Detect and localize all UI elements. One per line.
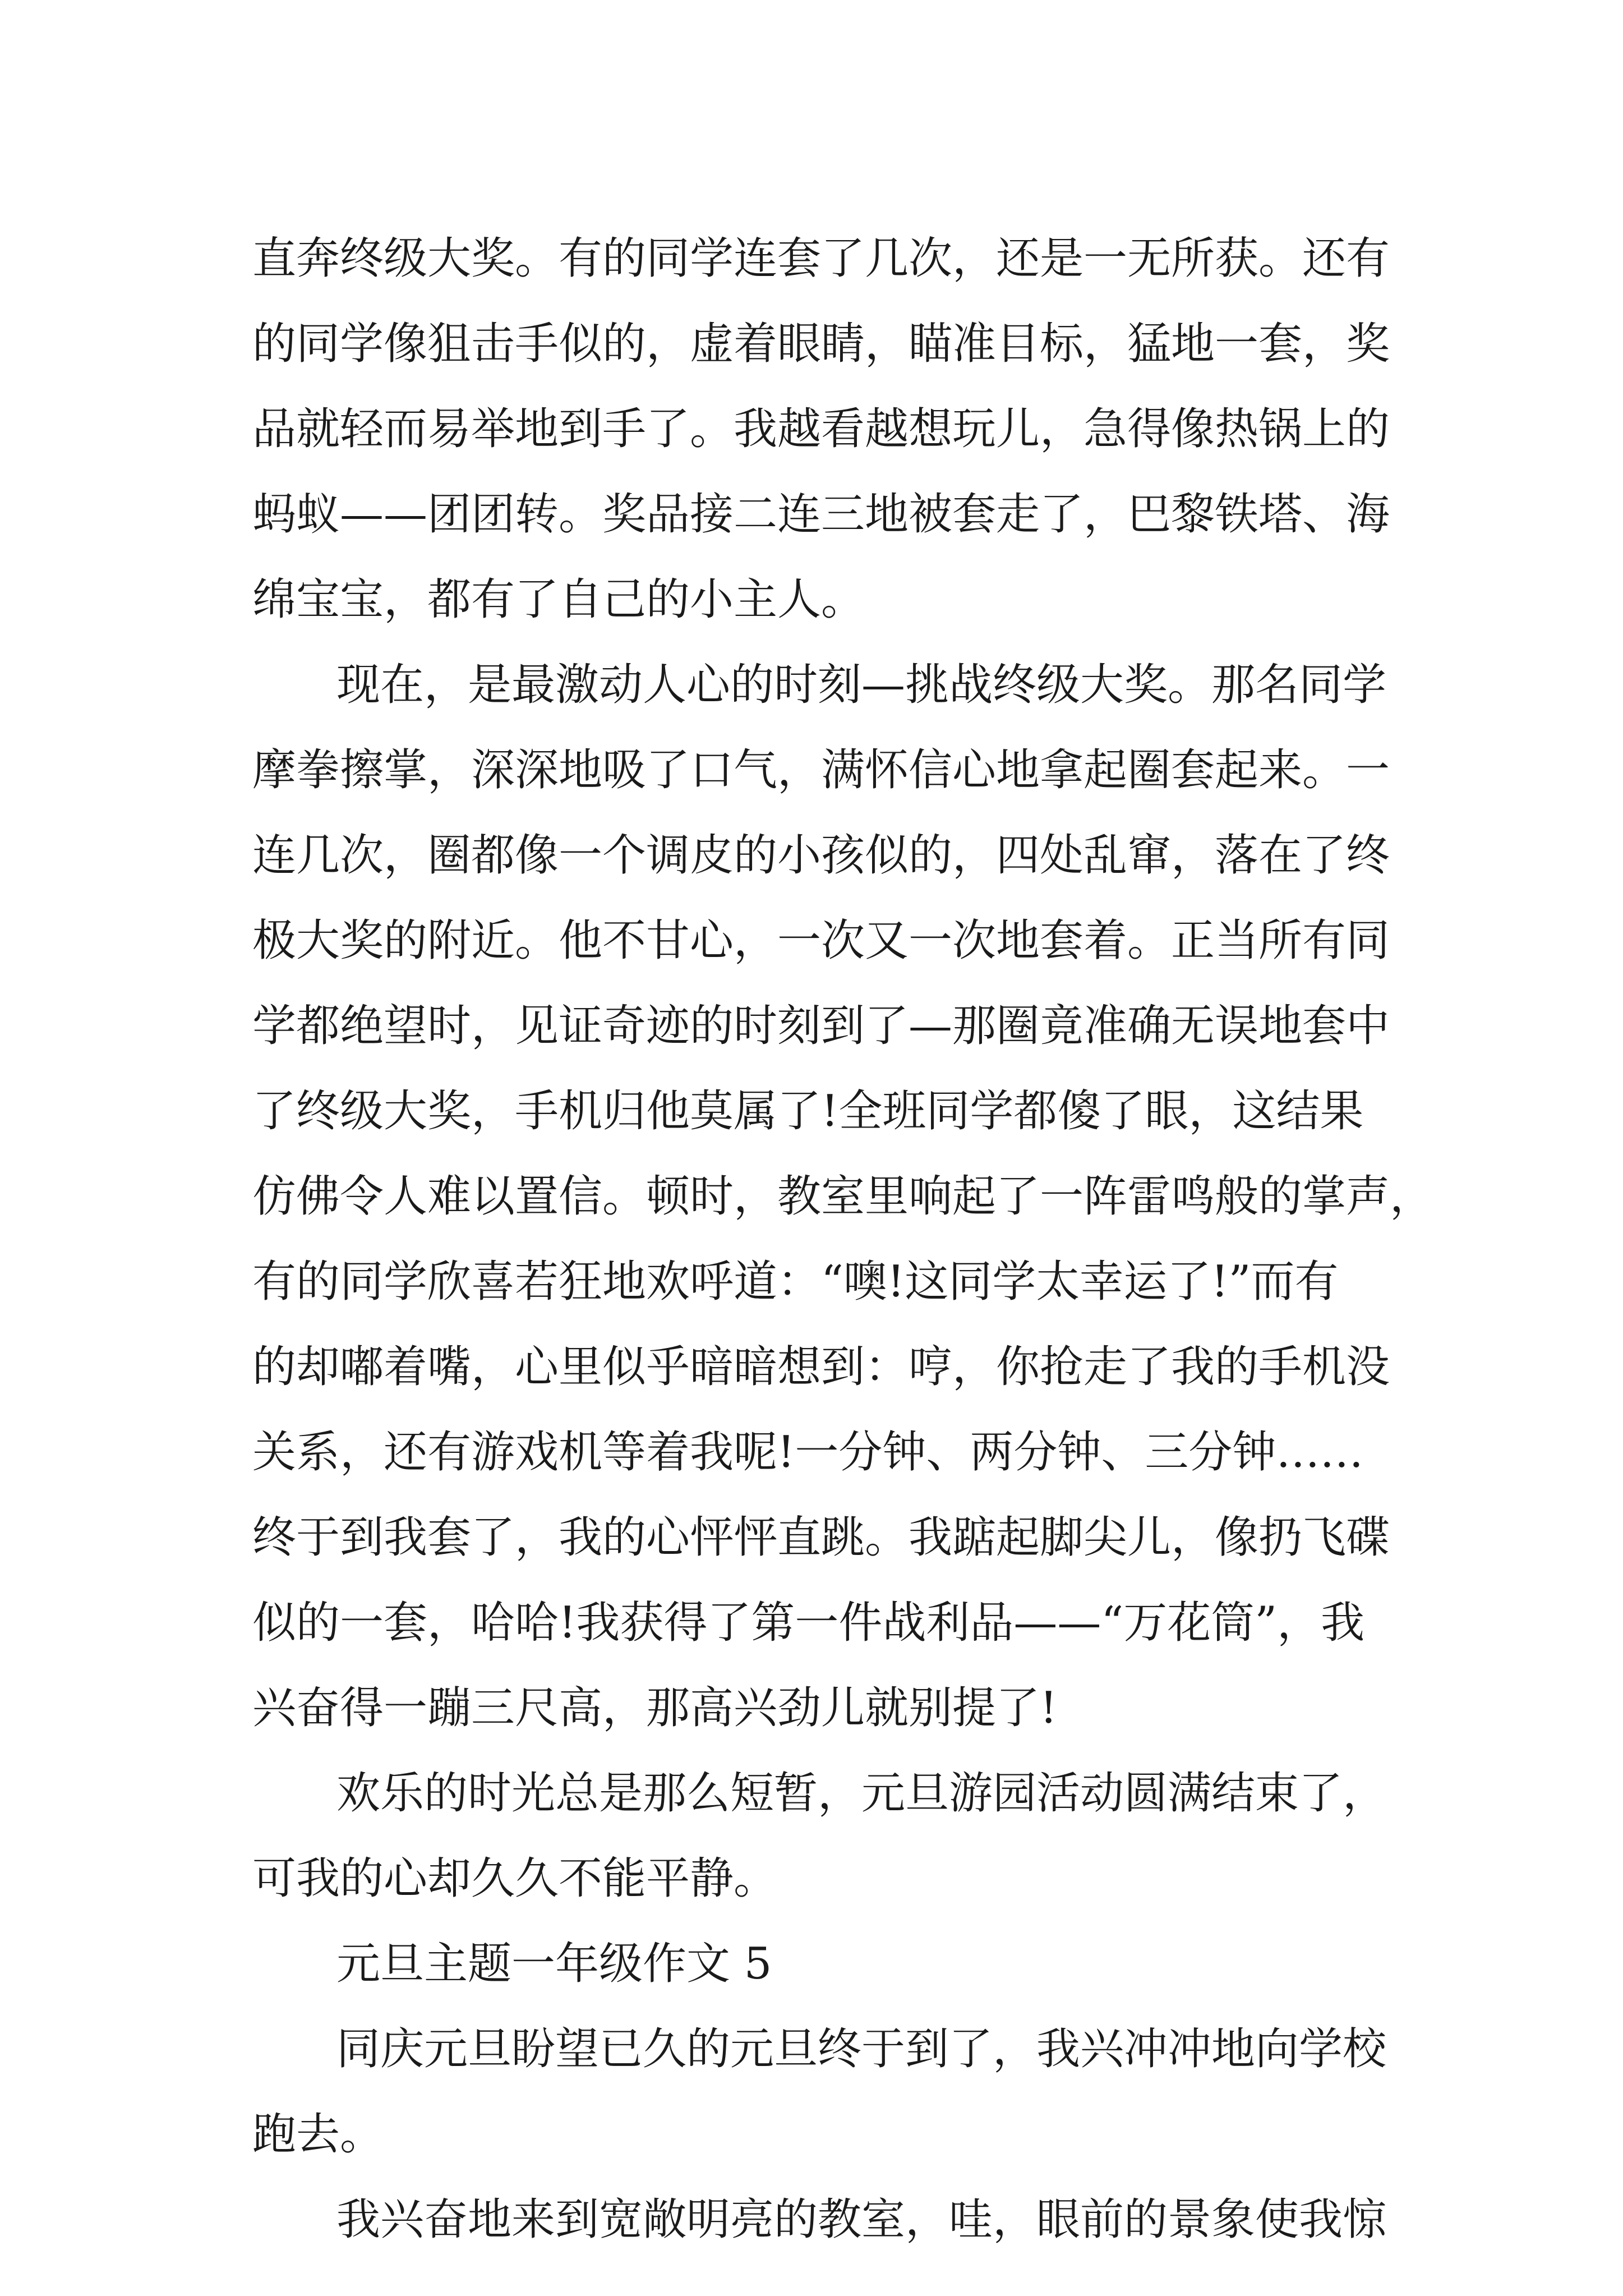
text-line: 可我的心却久久不能平静。: [252, 1853, 778, 1904]
paragraph-start-line: 欢乐的时光总是那么短暂，元旦游园活动圆满结束了，: [336, 1768, 1387, 1819]
document-body: [252, 216, 1434, 2262]
paragraph-start-line: 现在，是最激动人心的时刻—挑战终级大奖。那名同学: [336, 660, 1387, 710]
text-line: 关系，还有游戏机等着我呢!一分钟、两分钟、三分钟……: [252, 1427, 1364, 1478]
text-line: 蚂蚁——团团转。奖品接二连三地被套走了，巴黎铁塔、海: [252, 489, 1390, 540]
text-line: 连几次，圈都像一个调皮的小孩似的，四处乱窜，落在了终: [252, 830, 1390, 881]
text-line: 摩拳擦掌，深深地吸了口气，满怀信心地拿起圈套起来。一: [252, 745, 1390, 795]
text-line: 兴奋得一蹦三尺高，那高兴劲儿就别提了!: [252, 1683, 1058, 1733]
paragraph-start-line: 我兴奋地来到宽敞明亮的教室，哇，眼前的景象使我惊: [336, 2194, 1387, 2245]
text-line: 的却嘟着嘴，心里似乎暗暗想到：哼，你抢走了我的手机没: [252, 1342, 1390, 1392]
text-line: 了终级大奖，手机归他莫属了!全班同学都傻了眼，这结果: [252, 1086, 1364, 1137]
text-line: 终于到我套了，我的心怦怦直跳。我踮起脚尖儿，像扔飞碟: [252, 1512, 1390, 1563]
text-line: 跑去。: [252, 2109, 384, 2160]
section-heading: 元旦主题一年级作文 5: [336, 1939, 772, 1989]
text-line: 学都绝望时，见证奇迹的时刻到了—那圈竟准确无误地套中: [252, 1001, 1390, 1051]
text-line: 极大奖的附近。他不甘心，一次又一次地套着。正当所有同: [252, 915, 1390, 966]
paragraph-start-line: 同庆元旦盼望已久的元旦终于到了，我兴冲冲地向学校: [336, 2024, 1387, 2074]
text-line: 仿佛令人难以置信。顿时，教室里响起了一阵雷鸣般的掌声，: [252, 1171, 1434, 1222]
text-line: 的同学像狙击手似的，虚着眼睛，瞄准目标，猛地一套，奖: [252, 319, 1390, 369]
text-line: 有的同学欣喜若狂地欢呼道：“噢!这同学太幸运了!”而有: [252, 1257, 1339, 1307]
text-line: 品就轻而易举地到手了。我越看越想玩儿，急得像热锅上的: [252, 404, 1390, 454]
text-line: 直奔终级大奖。有的同学连套了几次，还是一无所获。还有: [252, 233, 1390, 284]
text-line: 绵宝宝，都有了自己的小主人。: [252, 574, 865, 625]
text-line: 似的一套，哈哈!我获得了第一件战利品——“万花筒”，我: [252, 1598, 1365, 1648]
